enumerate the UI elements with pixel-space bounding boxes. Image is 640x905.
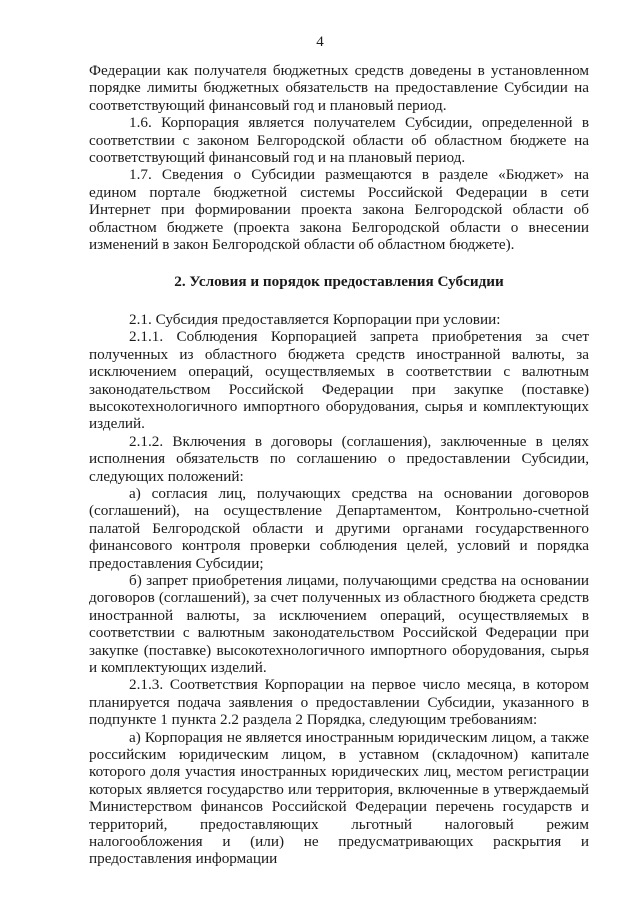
paragraph-1-6: 1.6. Корпорация является получателем Субсидии, определенной в соответствии с законом Белгородской области об областном бюджете на соответствующий финансовый год и на плановый период. bbox=[89, 114, 589, 167]
paragraph-2-1-1: 2.1.1. Соблюдения Корпорацией запрета приобретения за счет полученных из областного бюджета средств иностранной валюты, за исключением операций, осуществляемых в соответствии с валютным законодательством Российской Федерации при закупке (поставке) высокотехнологичного импортного оборудования, сырья и комплектующих изделий. bbox=[89, 328, 589, 433]
paragraph-2-1-3-a: а) Корпорация не является иностранным юридическим лицом, а также российским юридическим лицом, в уставном (складочном) капитале которого доля участия иностранных юридических лиц, местом регистрации которых является государство или территория, включенные в утверждаемый Министерством финансов Российской Федерации перечень государств и территорий, предоставляющих льготный налоговый режим налогообложения и (или) не предусматривающих раскрытия и предоставления информации bbox=[89, 728, 589, 868]
paragraph-2-1: 2.1. Субсидия предоставляется Корпорации при условии: bbox=[129, 310, 501, 328]
paragraph-2-1-2-b: б) запрет приобретения лицами, получающими средства на основании договоров (соглашений), за счет полученных из областного бюджета средств иностранной валюты, за исключением операций, осуществляемых в соответствии с валютным законодательством Российской Федерации при закупке (поставке) высокотехнологичного импортного оборудования, сырья и комплектующих изделий. bbox=[89, 571, 589, 676]
document-body bbox=[89, 62, 589, 868]
paragraph-2-1-3: 2.1.3. Соответствия Корпорации на первое число месяца, в котором планируется подача заявления о предоставлении Субсидии, указанного в подпункте 1 пункта 2.2 раздела 2 Порядка, следующим требованиям: bbox=[89, 676, 589, 729]
paragraph-2-1-2-a: а) согласия лиц, получающих средства на основании договоров (соглашений), на осуществление Департаментом, Контрольно-счетной палатой Белгородской области и другими органами государственного финансового контроля проверки соблюдения целей, условий и порядка предоставления Субсидии; bbox=[89, 484, 589, 572]
page-number: 4 bbox=[316, 34, 324, 50]
section-heading: 2. Условия и порядок предоставления Субсидии bbox=[174, 273, 504, 291]
paragraph-1-7: 1.7. Сведения о Субсидии размещаются в разделе «Бюджет» на едином портале бюджетной системы Российской Федерации в сети Интернет при формировании проекта закона Белгородской области об областном бюджете (проекта закона Белгородской области о внесении изменений в закон Белгородской области об областном бюджете). bbox=[89, 166, 589, 254]
paragraph-2-1-2: 2.1.2. Включения в договоры (соглашения), заключенные в целях исполнения обязательств по соглашению о предоставлении Субсидии, следующих положений: bbox=[89, 432, 589, 485]
paragraph-continuation: Федерации как получателя бюджетных средств доведены в установленном порядке лимиты бюджетных обязательств на предоставление Субсидии на соответствующий финансовый год и плановый период. bbox=[89, 62, 589, 114]
